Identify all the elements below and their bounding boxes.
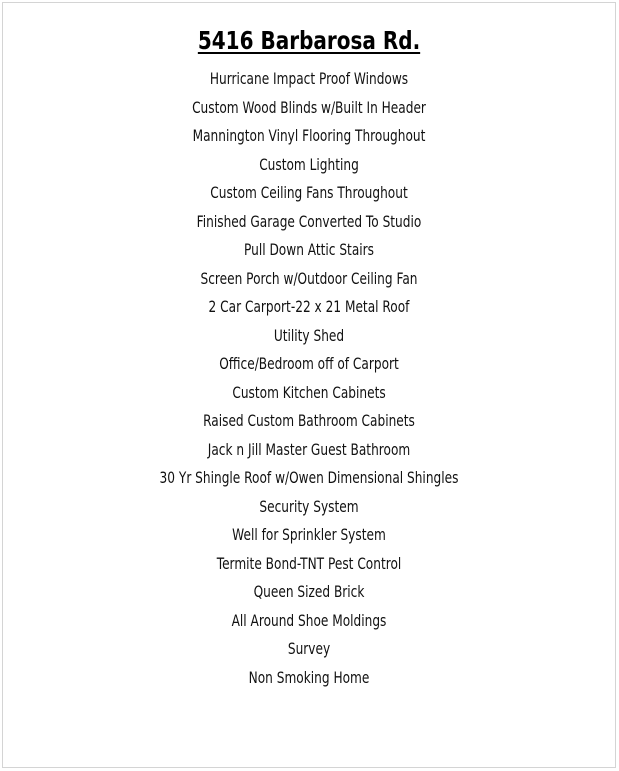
feature-item: Custom Ceiling Fans Throughout — [210, 183, 408, 202]
feature-item: Utility Shed — [273, 325, 345, 345]
feature-item: Pull Down Attic Stairs — [243, 240, 374, 259]
feature-item: Termite Bond-TNT Pest Control — [216, 553, 402, 573]
feature-item: Queen Sized Brick — [253, 582, 365, 601]
feature-item: Custom Kitchen Cabinets — [232, 382, 386, 402]
feature-item: Jack n Jill Master Guest Bathroom — [207, 439, 411, 459]
feature-item: Custom Lighting — [259, 154, 359, 174]
feature-item: Hurricane Impact Proof Windows — [209, 69, 409, 88]
feature-item: 2 Car Carport-22 x 21 Metal Roof — [208, 297, 410, 316]
feature-item: All Around Shoe Moldings — [231, 610, 387, 630]
feature-item: Non Smoking Home — [248, 667, 370, 687]
feature-item: Mannington Vinyl Flooring Throughout — [192, 126, 426, 145]
document-title: 5416 Barbarosa Rd. — [197, 26, 421, 55]
feature-item: Office/Bedroom off of Carport — [219, 354, 399, 373]
feature-item: Survey — [287, 639, 331, 658]
feature-item: Security System — [259, 496, 359, 516]
feature-list — [3, 65, 615, 692]
feature-item: 30 Yr Shingle Roof w/Owen Dimensional Shingles — [159, 468, 459, 487]
feature-item: Well for Sprinkler System — [232, 525, 386, 544]
feature-item: Screen Porch w/Outdoor Ceiling Fan — [200, 268, 418, 288]
feature-item: Raised Custom Bathroom Cabinets — [203, 411, 415, 430]
document-page — [2, 2, 616, 768]
feature-item: Custom Wood Blinds w/Built In Header — [192, 97, 426, 117]
feature-item: Finished Garage Converted To Studio — [196, 211, 422, 231]
